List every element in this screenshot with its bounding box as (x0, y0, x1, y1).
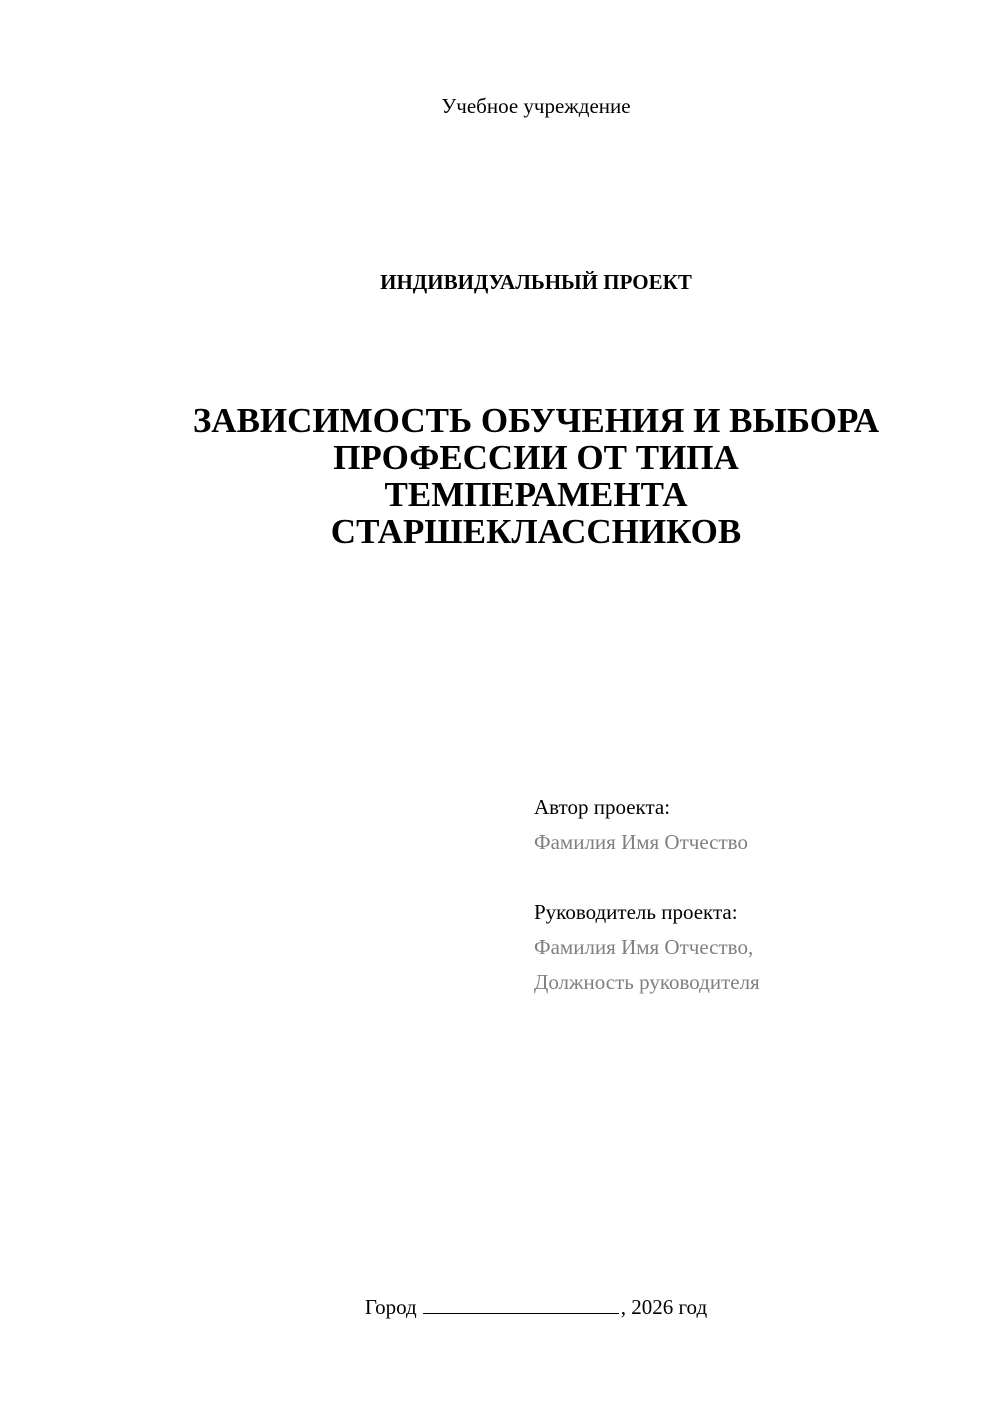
project-title-line: ПРОФЕССИИ ОТ ТИПА (333, 438, 739, 477)
supervisor-name: Фамилия Имя Отчество, (534, 935, 754, 959)
city-blank-line (423, 1293, 619, 1314)
document-type: ИНДИВИДУАЛЬНЫЙ ПРОЕКТ (380, 270, 692, 294)
city-year-line (0, 1293, 1000, 1321)
supervisor-label: Руководитель проекта: (534, 900, 738, 924)
supervisor-block (534, 895, 954, 1000)
project-title (150, 402, 922, 550)
project-title-line: СТАРШЕКЛАССНИКОВ (330, 512, 742, 551)
project-title-line: ТЕМПЕРАМЕНТА (384, 475, 688, 514)
year-text: , 2026 год (620, 1295, 708, 1319)
author-block (534, 790, 954, 860)
supervisor-position: Должность руководителя (534, 970, 760, 994)
city-label: Город (364, 1295, 417, 1319)
institution-name: Учебное учреждение (441, 94, 631, 118)
project-title-line: ЗАВИСИМОСТЬ ОБУЧЕНИЯ И ВЫБОРА (192, 401, 880, 440)
author-label: Автор проекта: (534, 795, 671, 819)
author-name: Фамилия Имя Отчество (534, 830, 748, 854)
